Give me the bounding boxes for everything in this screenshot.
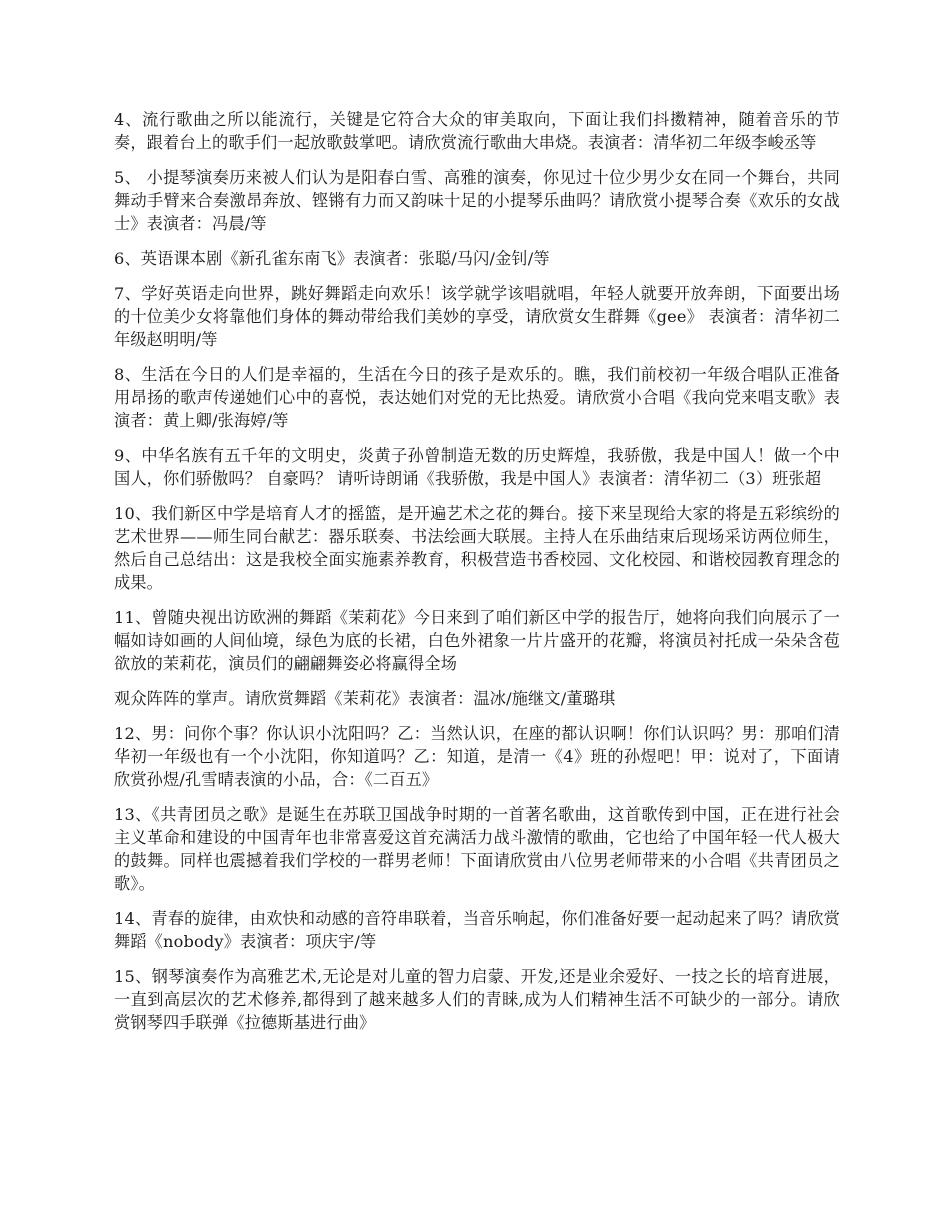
program-item-4: 4、流行歌曲之所以能流行，关键是它符合大众的审美取向，下面让我们抖擞精神，随着音乐的节奏，跟着台上的歌手们一起放歌鼓掌吧。请欣赏流行歌曲大串烧。表演者：清华初二年级李峻丞等: [114, 110, 840, 152]
program-item-11-continued: 观众阵阵的掌声。请欣赏舞蹈《茉莉花》表演者：温冰/施继文/董璐琪: [114, 689, 616, 708]
program-item-7: 7、学好英语走向世界，跳好舞蹈走向欢乐！该学就学该唱就唱，年轻人就要开放奔朗，下面要出场的十位美少女将靠他们身体的舞动带给我们美妙的享受，请欣赏女生群舞《gee》 表演者：清华初二年级赵明明/等: [114, 284, 840, 349]
program-item-13: 13、《共青团员之歌》是诞生在苏联卫国战争时期的一首著名歌曲，这首歌传到中国，正在进行社会主义革命和建设的中国青年也非常喜爱这首充满活力战斗激情的歌曲，它也给了中国年轻一代人极大的鼓舞。同样也震撼着我们学校的一群男老师！下面请欣赏由八位男老师带来的小合唱《共青团员之歌》。: [114, 805, 840, 893]
program-item-5: 5、 小提琴演奏历来被人们认为是阳春白雪、高雅的演奏，你见过十位少男少女在同一个舞台，共同舞动手臂来合奏激昂奔放、铿锵有力而又韵味十足的小提琴乐曲吗？请欣赏小提琴合奏《欢乐的女战士》表演者：冯晨/等: [114, 168, 840, 233]
program-item-14: 14、青春的旋律，由欢快和动感的音符串联着，当音乐响起，你们准备好要一起动起来了吗？请欣赏舞蹈《nobody》表演者：项庆宇/等: [114, 909, 840, 951]
program-item-10: 10、我们新区中学是培育人才的摇篮，是开遍艺术之花的舞台。接下来呈现给大家的将是五彩缤纷的艺术世界——师生同台献艺：器乐联奏、书法绘画大联展。主持人在乐曲结束后现场采访两位师生，然后自己总结出：这是我校全面实施素养教育，积极营造书香校园、文化校园、和谐校园教育理念的成果。: [114, 504, 840, 592]
program-item-11: 11、曾随央视出访欧洲的舞蹈《茉莉花》今日来到了咱们新区中学的报告厅，她将向我们向展示了一幅如诗如画的人间仙境，绿色为底的长裙，白色外裙象一片片盛开的花瓣，将演员衬托成一朵朵含苞欲放的茉莉花，演员们的翩翩舞姿必将赢得全场: [114, 608, 840, 673]
program-item-15: 15、钢琴演奏作为高雅艺术,无论是对儿童的智力启蒙、开发,还是业余爱好、一技之长的培育进展，一直到高层次的艺术修养,都得到了越来越多人们的青睐,成为人们精神生活不可缺少的一部分。请欣赏钢琴四手联弹《拉德斯基进行曲》: [114, 967, 840, 1032]
program-item-8: 8、生活在今日的人们是幸福的，生活在今日的孩子是欢乐的。瞧，我们前校初一年级合唱队正准备用昂扬的歌声传递她们心中的喜悦，表达她们对党的无比热爱。请欣赏小合唱《我向党来唱支歌》表演者：黄上卿/张海婷/等: [114, 365, 840, 430]
program-item-9: 9、中华名族有五千年的文明史，炎黄子孙曾制造无数的历史辉煌，我骄傲，我是中国人！做一个中国人，你们骄傲吗？ 自豪吗？ 请听诗朗诵《我骄傲，我是中国人》表演者：清华初二（3）班张超: [114, 446, 840, 488]
program-item-12: 12、男：问你个事？你认识小沈阳吗？乙：当然认识，在座的都认识啊！你们认识吗？男：那咱们清华初一年级也有一个小沈阳，你知道吗？乙：知道，是清一《4》班的孙煜吧！甲：说对了，下面请欣赏孙煜/孔雪晴表演的小品，合：《二百五》: [114, 724, 840, 789]
program-item-6: 6、英语课本剧《新孔雀东南飞》表演者：张聪/马闪/金钊/等: [114, 249, 550, 268]
